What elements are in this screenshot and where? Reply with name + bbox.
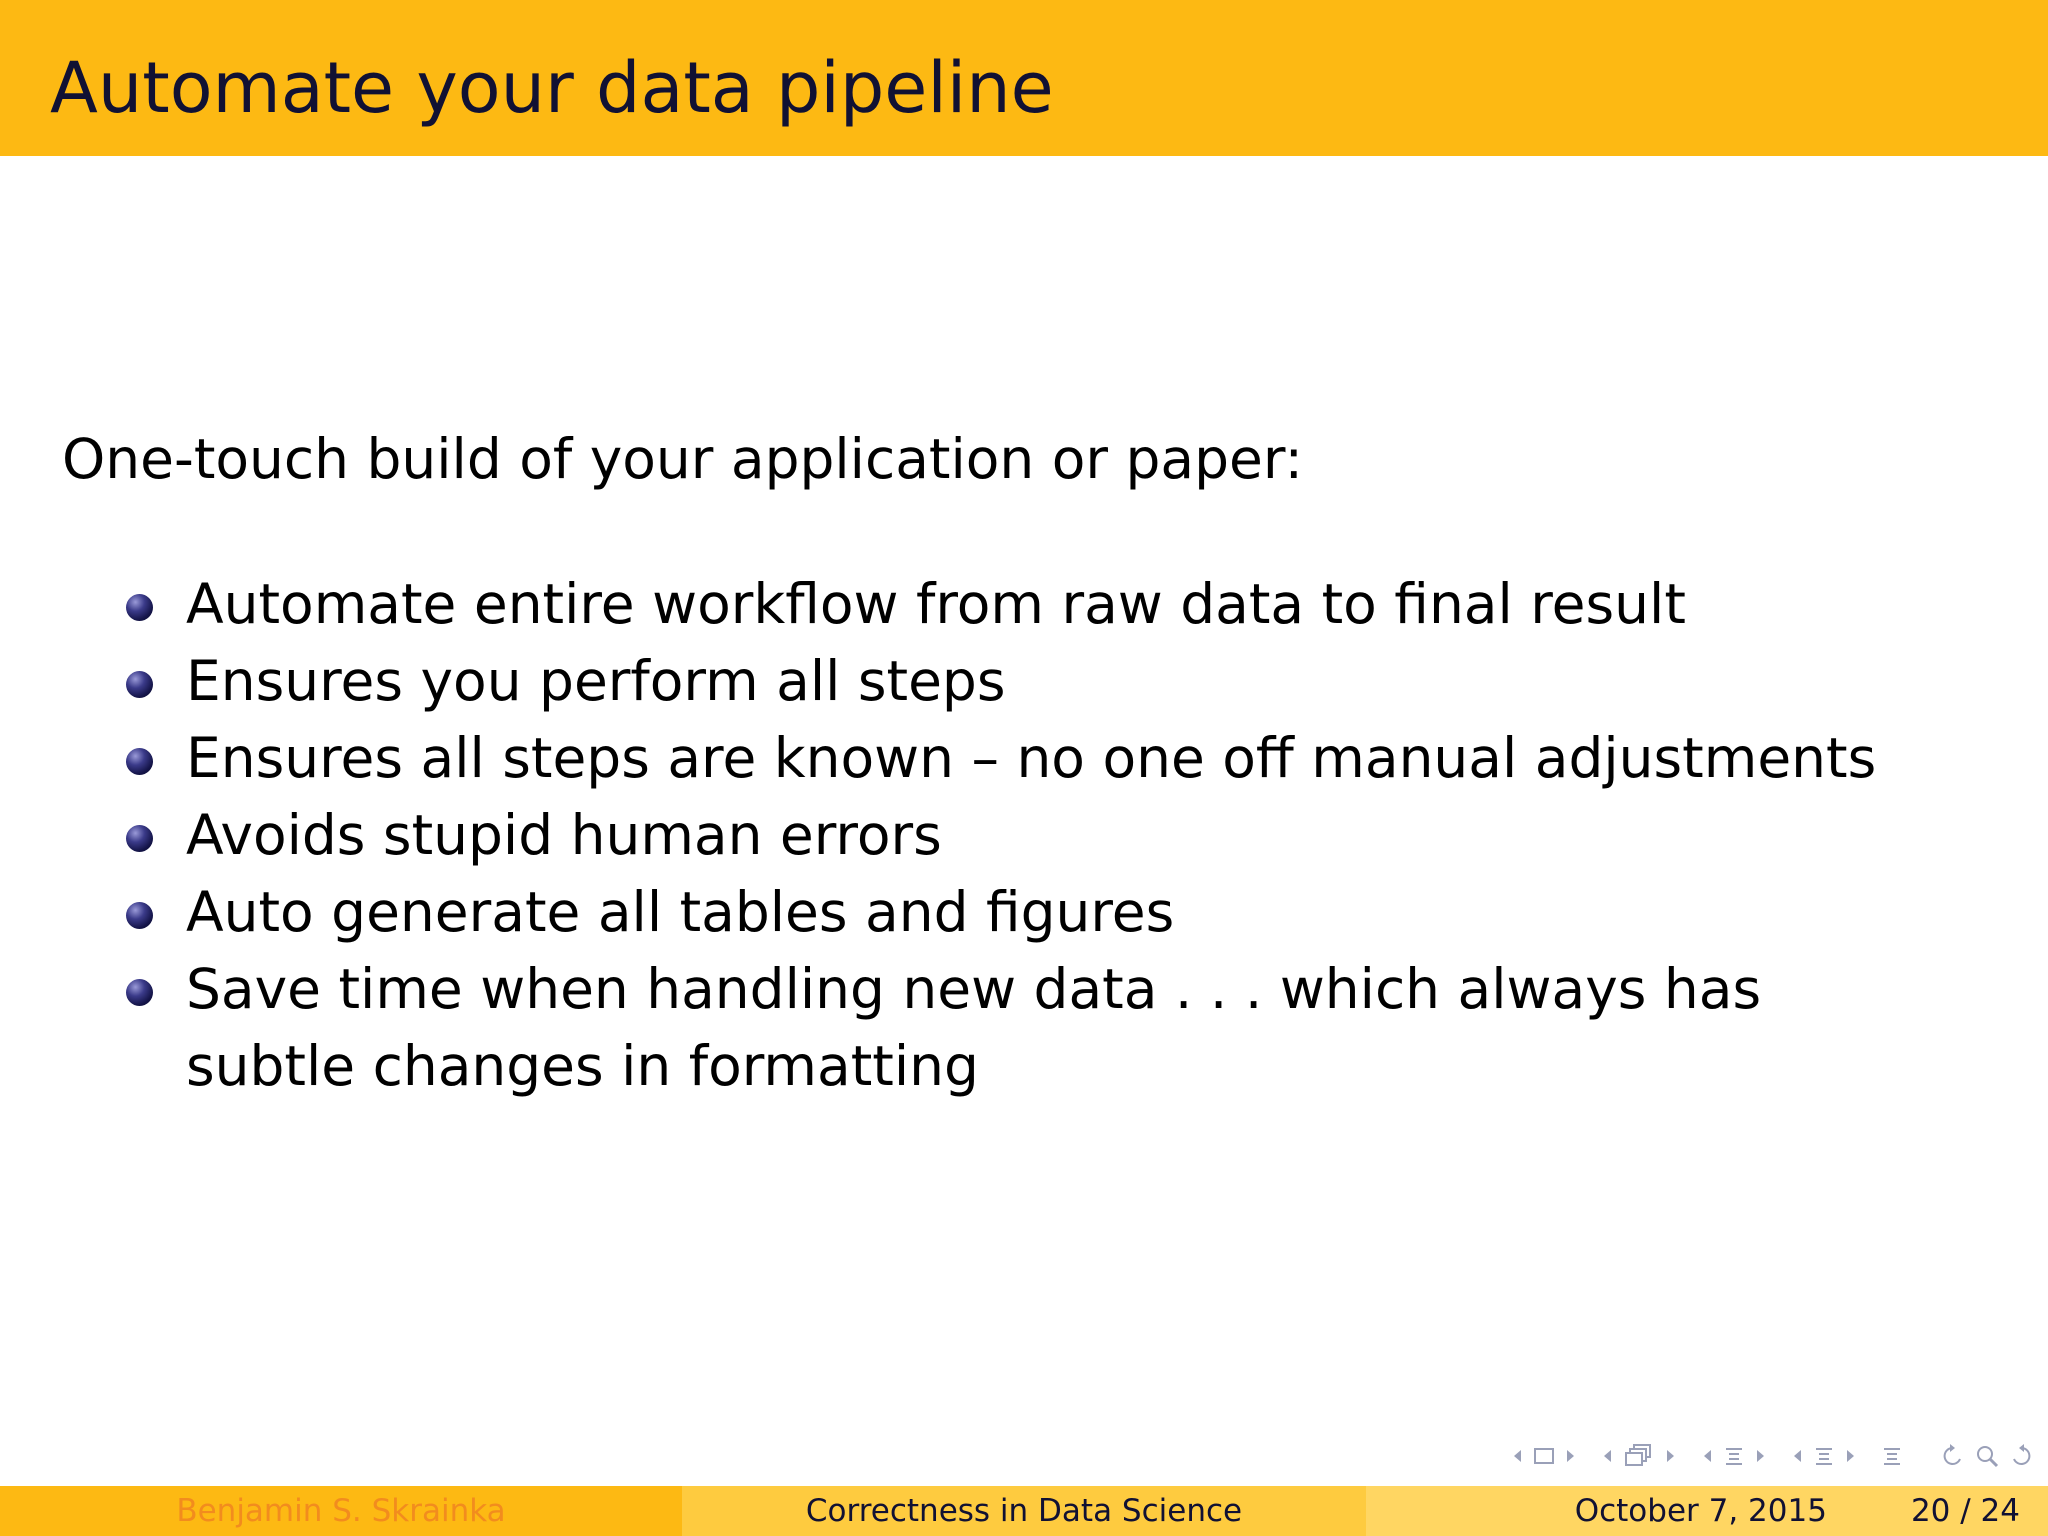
bullet-text: Automate entire workflow from raw data to final result	[186, 572, 1686, 636]
nav-left-arrow-icon[interactable]	[1700, 1447, 1714, 1465]
bullet-icon	[126, 902, 153, 929]
nav-left-arrow-icon[interactable]	[1510, 1447, 1524, 1465]
bullet-item	[0, 643, 1886, 720]
bullet-icon	[126, 748, 153, 775]
bullet-list	[0, 566, 2048, 1105]
slide-header	[0, 0, 2048, 156]
bullet-icon	[126, 979, 153, 1006]
nav-right-arrow-icon[interactable]	[1564, 1447, 1578, 1465]
footer-page-number: 20 / 24	[1910, 1493, 2020, 1529]
intro-text: One-touch build of your application or paper:	[62, 427, 1304, 491]
bullet-icon	[126, 825, 153, 852]
slide-footer	[0, 1486, 2048, 1536]
nav-section-icon[interactable]	[1812, 1444, 1836, 1468]
bullet-item	[0, 797, 1886, 874]
nav-right-arrow-icon[interactable]	[1664, 1447, 1678, 1465]
nav-forward-icon[interactable]	[2008, 1443, 2034, 1469]
nav-toc-group[interactable]	[1880, 1444, 1904, 1468]
bullet-text: Avoids stupid human errors	[186, 803, 942, 867]
nav-right-arrow-icon[interactable]	[1754, 1447, 1768, 1465]
bullet-item	[0, 720, 1886, 797]
nav-history-group[interactable]	[1940, 1443, 2034, 1469]
nav-left-arrow-icon[interactable]	[1600, 1447, 1614, 1465]
nav-left-arrow-icon[interactable]	[1790, 1447, 1804, 1465]
nav-subsection-icon[interactable]	[1722, 1444, 1746, 1468]
nav-right-arrow-icon[interactable]	[1844, 1447, 1858, 1465]
nav-back-icon[interactable]	[1940, 1443, 1966, 1469]
nav-section-group[interactable]	[1790, 1444, 1858, 1468]
footer-date: October 7, 2015	[1574, 1493, 1827, 1529]
nav-toc-icon[interactable]	[1880, 1444, 1904, 1468]
nav-subsection-group[interactable]	[1700, 1444, 1768, 1468]
nav-slide-group[interactable]	[1510, 1445, 1578, 1467]
nav-frame-group[interactable]	[1600, 1443, 1678, 1469]
nav-search-icon[interactable]	[1974, 1443, 2000, 1469]
footer-talk-title: Correctness in Data Science	[682, 1486, 1366, 1536]
nav-slide-icon[interactable]	[1532, 1445, 1556, 1467]
bullet-icon	[126, 671, 153, 698]
bullet-item	[0, 951, 1886, 1105]
bullet-item	[0, 566, 1886, 643]
slide-title: Automate your data pipeline	[50, 47, 1054, 129]
nav-frame-icon[interactable]	[1622, 1443, 1656, 1469]
slide-content	[0, 156, 2048, 1486]
bullet-icon	[126, 594, 153, 621]
footer-author: Benjamin S. Skrainka	[0, 1486, 682, 1536]
footer-right	[1366, 1486, 2048, 1536]
bullet-text: Ensures all steps are known – no one off manual adjustments	[186, 726, 1877, 790]
bullet-text: Auto generate all tables and figures	[186, 880, 1175, 944]
bullet-item	[0, 874, 1886, 951]
bullet-text: Ensures you perform all steps	[186, 649, 1006, 713]
bullet-text: Save time when handling new data . . . which always has subtle changes in formatting	[186, 957, 1762, 1098]
beamer-navigation	[1494, 1440, 2034, 1472]
